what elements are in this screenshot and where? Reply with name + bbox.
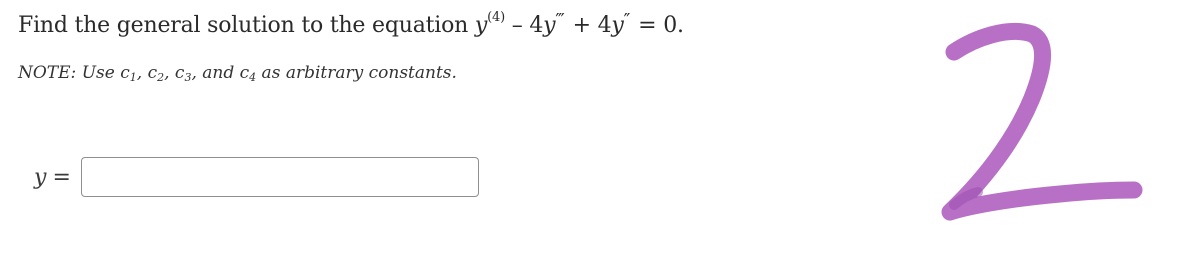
math-equals-zero: = 0. [631,13,684,38]
handwritten-two-stroke [950,31,1134,212]
math-y-2: y [543,13,556,38]
derivative-order: (4) [487,10,505,25]
constant-c4: $c_4$ [239,63,257,84]
math-y-3: y [611,13,624,38]
note-tail: as arbitrary constants. [256,63,457,83]
constant-c2: $c_2$ [147,63,165,84]
constant-c1: $c_1$ [120,63,137,84]
triple-prime: ‴ [555,10,564,31]
note-lead: NOTE: Use [18,63,121,83]
handwritten-number-mark [920,0,1200,260]
answer-input[interactable] [81,157,479,197]
question-prefix: Find the general solution to the equation [18,13,475,38]
question-text [18,11,684,41]
answer-equals-sign: = [52,164,71,190]
math-plus-term: + 4 [565,13,612,38]
answer-variable-label: y [34,164,47,190]
note-text: NOTE: Use $c_1$, $c_2$, $c_3$, and $c_4$ as arbitrary constants. [18,63,457,84]
answer-row [34,154,479,200]
double-prime: ″ [623,10,630,31]
constant-c3: $c_3$ [174,63,192,84]
math-minus-term: – 4 [504,13,544,38]
math-y-1: y [474,13,488,38]
